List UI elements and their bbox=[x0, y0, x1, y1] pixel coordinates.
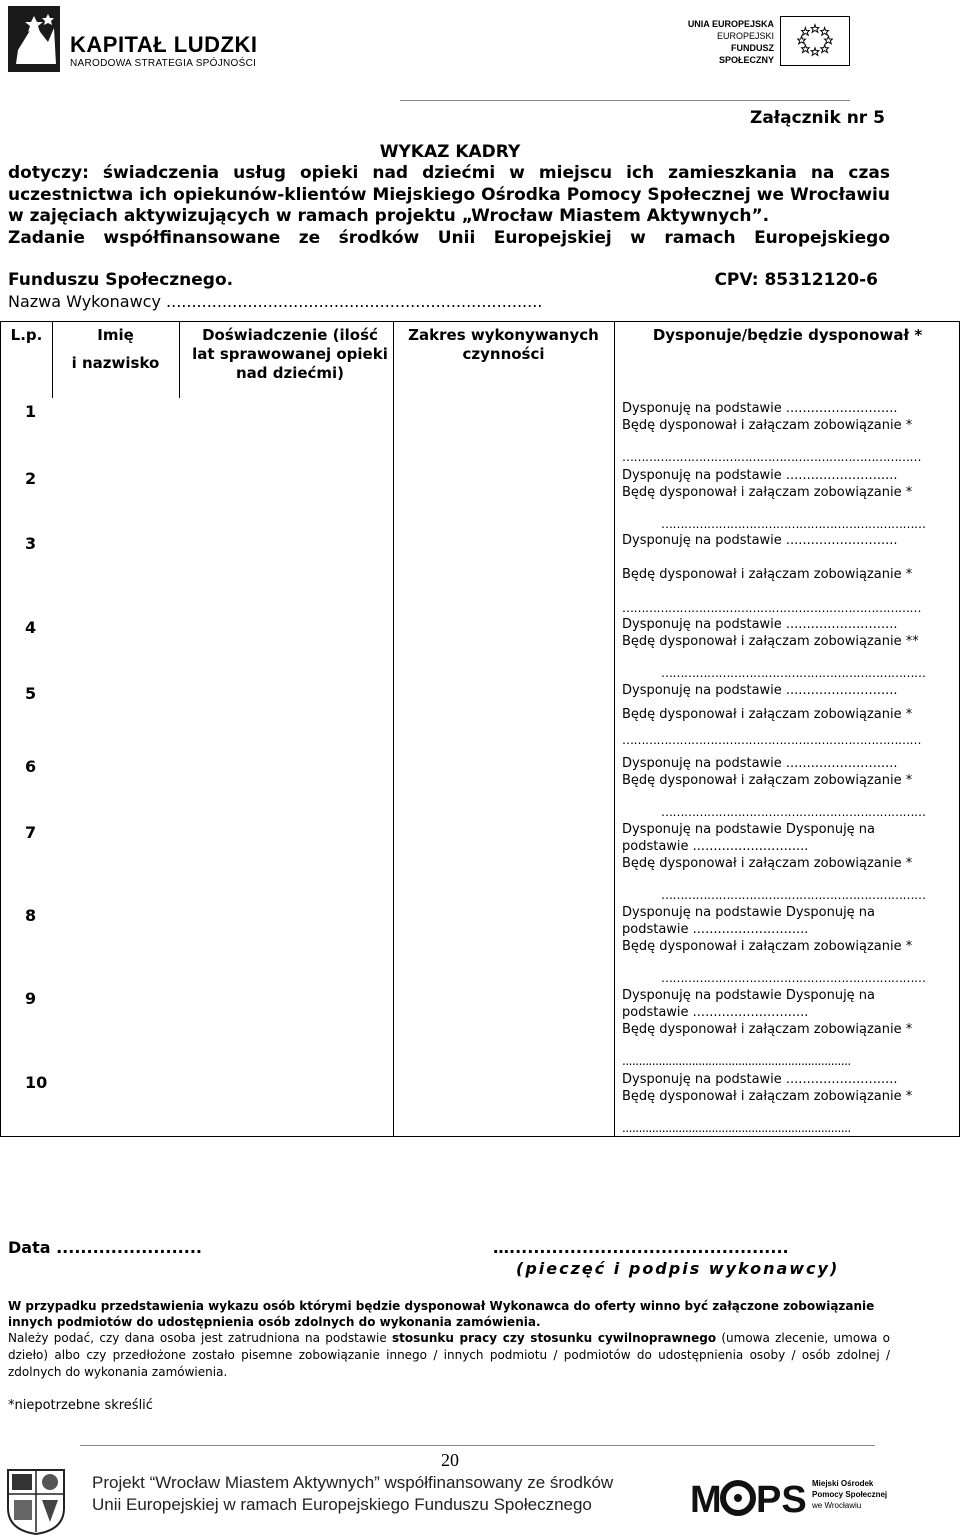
row-line: Dysponuję na podstawie ........................... bbox=[622, 1072, 898, 1087]
row-line: Będę dysponował i załączam zobowiązanie * bbox=[622, 939, 913, 954]
fundusz-row bbox=[8, 270, 878, 290]
eu-logo-line-1: UNIA EUROPEJSKA bbox=[687, 19, 774, 29]
eu-flag-icon bbox=[780, 16, 850, 66]
eu-logo bbox=[680, 16, 855, 68]
footnote: *niepotrzebne skreślić bbox=[8, 1398, 153, 1413]
svg-text:PS: PS bbox=[756, 1479, 807, 1518]
intro-task: Zadanie współfinansowane ze środków Unii Europejskiej w ramach Europejskiego bbox=[8, 227, 890, 248]
row-line: Dysponuję na podstawie ........................... bbox=[622, 533, 898, 548]
row-number: 9 bbox=[25, 989, 37, 1008]
footer-project-line-2: Unii Europejskiej w ramach Europejskiego Funduszu Społecznego bbox=[92, 1495, 592, 1514]
row-line: Dysponuję na podstawie Dysponuję na bbox=[622, 822, 876, 837]
divider-name bbox=[179, 322, 180, 398]
row-line: Będę dysponował i załączam zobowiązanie * bbox=[622, 773, 913, 788]
header-experience: Doświadczenie (ilość lat sprawowanej opieki nad dziećmi) bbox=[192, 326, 388, 382]
kapital-ludzki-logo bbox=[8, 6, 258, 76]
footer-project-text bbox=[92, 1472, 613, 1516]
row-number: 2 bbox=[25, 469, 37, 488]
header-name-line1: Imię bbox=[97, 326, 134, 344]
row-dots: …………………………………………………………… bbox=[661, 971, 926, 985]
header-scope: Zakres wykonywanych czynności bbox=[408, 326, 599, 363]
divider-experience bbox=[393, 322, 394, 1136]
row-line: podstawie ............................ bbox=[622, 1005, 809, 1020]
signature-dots: ….............................................. bbox=[493, 1238, 789, 1257]
row-5-text bbox=[622, 682, 912, 723]
row-2-text bbox=[622, 467, 912, 501]
mops-line-3: we Wrocławiu bbox=[812, 1501, 862, 1510]
note-employment bbox=[8, 1330, 890, 1381]
attachment-label: Załącznik nr 5 bbox=[750, 108, 885, 128]
row-7-text bbox=[622, 821, 912, 872]
mops-line-2: Pomocy Społecznej bbox=[812, 1490, 888, 1499]
eu-logo-text bbox=[680, 18, 774, 66]
staff-table bbox=[0, 321, 960, 1137]
mops-line-1: Miejski Ośrodek bbox=[812, 1479, 874, 1488]
kapital-ludzki-name: KAPITAŁ LUDZKI bbox=[70, 32, 258, 57]
divider-scope bbox=[614, 322, 615, 1136]
note-part-1: Należy podać, czy dana osoba jest zatrudniona na podstawie bbox=[8, 1331, 393, 1345]
row-dots: ..................................................................... bbox=[622, 1121, 851, 1135]
row-line: Będę dysponował i załączam zobowiązanie ** bbox=[622, 634, 919, 649]
mops-logo-icon bbox=[688, 1476, 808, 1518]
date-field: Data ........................ bbox=[8, 1238, 202, 1257]
row-6-text bbox=[622, 755, 912, 789]
row-dots: ..................................................................... bbox=[622, 1054, 851, 1068]
row-line: Będę dysponował i załączam zobowiązanie * bbox=[622, 418, 913, 433]
intro-paragraph: dotyczy: świadczenia usług opieki nad dziećmi w miejscu ich zamieszkania na czas uczestnictwa ich opiekunów-klientów Miejskiego Ośrodka Pomocy Społecznej we Wrocławiu w zajęciach aktywizujących w ramach projektu „Wrocław Miastem Aktywnych”. bbox=[8, 163, 890, 227]
mops-text bbox=[812, 1478, 887, 1511]
row-number: 8 bbox=[25, 906, 37, 925]
row-number: 6 bbox=[25, 757, 37, 776]
signature-label: (pieczęć i podpis wykonawcy) bbox=[516, 1259, 840, 1278]
footer-project-line-1: Projekt “Wrocław Miastem Aktywnych” współfinansowany ze środków bbox=[92, 1473, 614, 1492]
row-1-text bbox=[622, 400, 912, 434]
kapital-ludzki-subtitle: NARODOWA STRATEGIA SPÓJNOŚCI bbox=[70, 58, 257, 69]
row-line: podstawie ............................ bbox=[622, 839, 809, 854]
wroclaw-crest-icon bbox=[6, 1468, 66, 1536]
row-9-text bbox=[622, 987, 912, 1038]
row-4-text bbox=[622, 616, 919, 650]
row-line: Dysponuję na podstawie ........................... bbox=[622, 401, 898, 416]
footer-divider bbox=[80, 1445, 875, 1446]
kapital-ludzki-mark-icon bbox=[8, 6, 60, 72]
row-dots: …………………………………………………………………… bbox=[622, 450, 921, 464]
row-line: Będę dysponował i załączam zobowiązanie * bbox=[622, 567, 913, 582]
row-dots: …………………………………………………………… bbox=[661, 517, 926, 531]
fundusz-label: Funduszu Społecznego. bbox=[8, 270, 234, 290]
page-number: 20 bbox=[441, 1450, 459, 1470]
row-line: Dysponuję na podstawie ........................... bbox=[622, 756, 898, 771]
row-line: Dysponuję na podstawie Dysponuję na bbox=[622, 988, 876, 1003]
row-spacer bbox=[622, 699, 912, 706]
row-spacer bbox=[622, 549, 912, 566]
row-dots: …………………………………………………………………… bbox=[622, 601, 921, 615]
row-line: Dysponuję na podstawie Dysponuję na bbox=[622, 905, 876, 920]
header-divider bbox=[400, 100, 850, 101]
row-line: Będę dysponował i załączam zobowiązanie * bbox=[622, 707, 913, 722]
row-3-text bbox=[622, 532, 912, 583]
row-8-text bbox=[622, 904, 912, 955]
eu-logo-line-2: EUROPEJSKI bbox=[716, 31, 774, 41]
row-line: Będę dysponował i załączam zobowiązanie * bbox=[622, 1089, 913, 1104]
header-name-line2: i nazwisko bbox=[71, 354, 160, 372]
row-line: Będę dysponował i załączam zobowiązanie * bbox=[622, 856, 913, 871]
row-number: 7 bbox=[25, 823, 37, 842]
contractor-name-field: Nazwa Wykonawcy .......................................................................... bbox=[8, 292, 543, 311]
row-line: Dysponuję na podstawie ........................... bbox=[622, 683, 898, 698]
row-line: Dysponuję na podstawie ........................... bbox=[622, 468, 898, 483]
row-number: 3 bbox=[25, 534, 37, 553]
row-line: Będę dysponował i załączam zobowiązanie * bbox=[622, 1022, 913, 1037]
header-lp: L.p. bbox=[10, 326, 43, 344]
header-dispose: Dysponuje/będzie dysponował * bbox=[652, 326, 923, 344]
svg-text:M: M bbox=[690, 1479, 722, 1518]
row-dots: …………………………………………………………… bbox=[661, 805, 926, 819]
intro-text bbox=[8, 163, 890, 249]
row-dots: …………………………………………………………… bbox=[661, 666, 926, 680]
row-number: 10 bbox=[25, 1073, 48, 1092]
eu-logo-line-3: FUNDUSZ SPOŁECZNY bbox=[718, 43, 774, 65]
row-dots: …………………………………………………………………… bbox=[622, 733, 921, 747]
document-title: WYKAZ KADRY bbox=[379, 142, 521, 162]
note-part-2: (umowa zlecenie, umowa o dzieło) albo czy przedłożone zostało pisemne zobowiązanie innego / innych podmiotu / podmiotów do udostępnienia osoby / osób zdolnej / zdolnych do wykonania zamówienia. bbox=[8, 1331, 890, 1379]
cpv-code: CPV: 85312120-6 bbox=[714, 270, 878, 290]
row-number: 1 bbox=[25, 402, 37, 421]
row-number: 5 bbox=[25, 684, 37, 703]
row-10-text bbox=[622, 1071, 912, 1105]
row-number: 4 bbox=[25, 618, 37, 637]
row-line: Dysponuję na podstawie ........................... bbox=[622, 617, 898, 632]
row-line: Będę dysponował i załączam zobowiązanie * bbox=[622, 485, 913, 500]
row-dots: …………………………………………………………… bbox=[661, 888, 926, 902]
note-part-bold: stosunku pracy czy stosunku cywilnoprawnego bbox=[392, 1331, 717, 1345]
note-bold: W przypadku przedstawienia wykazu osób którymi będzie dysponował Wykonawca do oferty winno być załączone zobowiązanie innych podmiotów do udostępnienia osób zdolnych do wykonania zamówienia. bbox=[8, 1299, 875, 1329]
row-line: podstawie ............................ bbox=[622, 922, 809, 937]
